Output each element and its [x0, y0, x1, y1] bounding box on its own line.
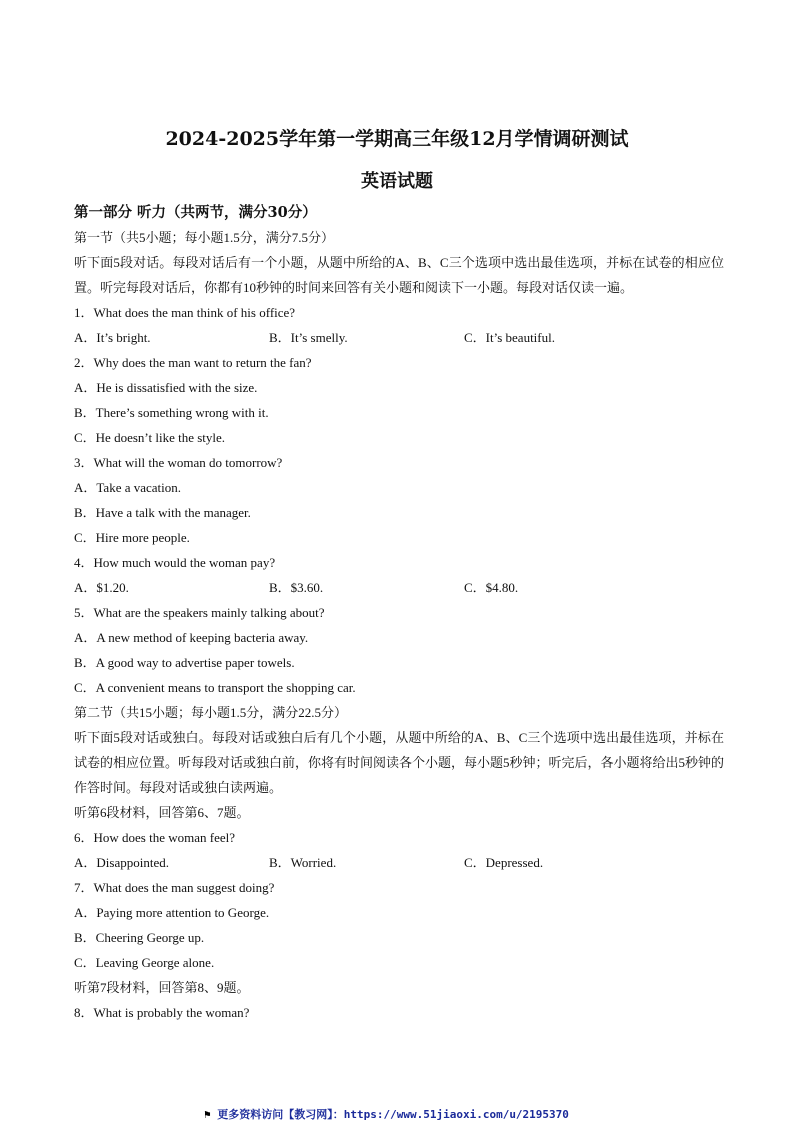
question-stem: 7．What does the man suggest doing?: [74, 880, 275, 895]
question-stem: 1．What does the man think of his office?: [74, 305, 296, 320]
question-options: [74, 575, 724, 600]
flag-icon: ⚑: [204, 1108, 211, 1121]
question-stem: 4．How much would the woman pay?: [74, 555, 276, 570]
option-b: B．It’s smelly.: [269, 330, 348, 345]
section2-heading: 第二节（共15小题；每小题1.5分，满分22.5分）: [74, 705, 348, 720]
material-note: 听第6段材料，回答第6、7题。: [74, 805, 250, 820]
option-b: B．There’s something wrong with it.: [74, 405, 269, 420]
footer-link[interactable]: [204, 1108, 569, 1122]
option-a: A．A new method of keeping bacteria away.: [74, 630, 309, 645]
option-a: A．Disappointed.: [74, 855, 169, 870]
option-c: C．Depressed.: [464, 855, 544, 870]
question-stem: 6．How does the woman feel?: [74, 830, 236, 845]
option-a: A．He is dissatisfied with the size.: [74, 380, 258, 395]
footer-text: 更多资料访问【教习网】：https://www.51jiaoxi.com/u/2195370: [217, 1108, 569, 1121]
section1-instructions: 听下面5段对话。每段对话后有一个小题，从题中所给的A、B、C三个选项中选出最佳选项，并标在试卷的相应位置。听完每段对话后，你都有10秒钟的时间来回答有关小题和阅读下一小题。每段对话仅读一遍。: [74, 255, 724, 295]
option-b: B．A good way to advertise paper towels.: [74, 655, 295, 670]
material-note: 听第7段材料，回答第8、9题。: [74, 980, 250, 995]
part1-heading: 第一部分 听力（共两节，满分30分）: [74, 204, 317, 221]
question-options: [74, 850, 724, 875]
exam-body: [74, 200, 724, 1025]
option-c: C．A convenient means to transport the shopping car.: [74, 680, 356, 695]
section2-instructions: 听下面5段对话或独白。每段对话或独白后有几个小题，从题中所给的A、B、C三个选项中选出最佳选项，并标在试卷的相应位置。听每段对话或独白前，你将有时间阅读各个小题，每小题5秒钟；听完后，各小题将给出5秒钟的作答时间。每段对话或独白读两遍。: [74, 730, 725, 795]
option-c: C．He doesn’t like the style.: [74, 430, 226, 445]
option-a: A．It’s bright.: [74, 330, 151, 345]
question-stem: 2．Why does the man want to return the fan?: [74, 355, 312, 370]
option-c: C．$4.80.: [464, 580, 519, 595]
section1-heading: 第一节（共5小题；每小题1.5分，满分7.5分）: [74, 230, 335, 245]
option-b: B．$3.60.: [269, 580, 324, 595]
option-a: A．$1.20.: [74, 580, 129, 595]
question-stem: 8．What is probably the woman?: [74, 1005, 250, 1020]
option-a: A．Take a vacation.: [74, 480, 182, 495]
question-stem: 5．What are the speakers mainly talking about?: [74, 605, 325, 620]
page-subtitle: 英语试题: [361, 171, 433, 192]
option-c: C．Leaving George alone.: [74, 955, 215, 970]
option-c: C．It’s beautiful.: [464, 330, 555, 345]
option-b: B．Cheering George up.: [74, 930, 205, 945]
option-a: A．Paying more attention to George.: [74, 905, 270, 920]
option-c: C．Hire more people.: [74, 530, 190, 545]
option-b: B．Worried.: [269, 855, 337, 870]
question-stem: 3．What will the woman do tomorrow?: [74, 455, 283, 470]
option-b: B．Have a talk with the manager.: [74, 505, 251, 520]
page-title: 2024-2025学年第一学期高三年级12月学情调研测试: [165, 128, 629, 150]
question-options: [74, 325, 724, 350]
